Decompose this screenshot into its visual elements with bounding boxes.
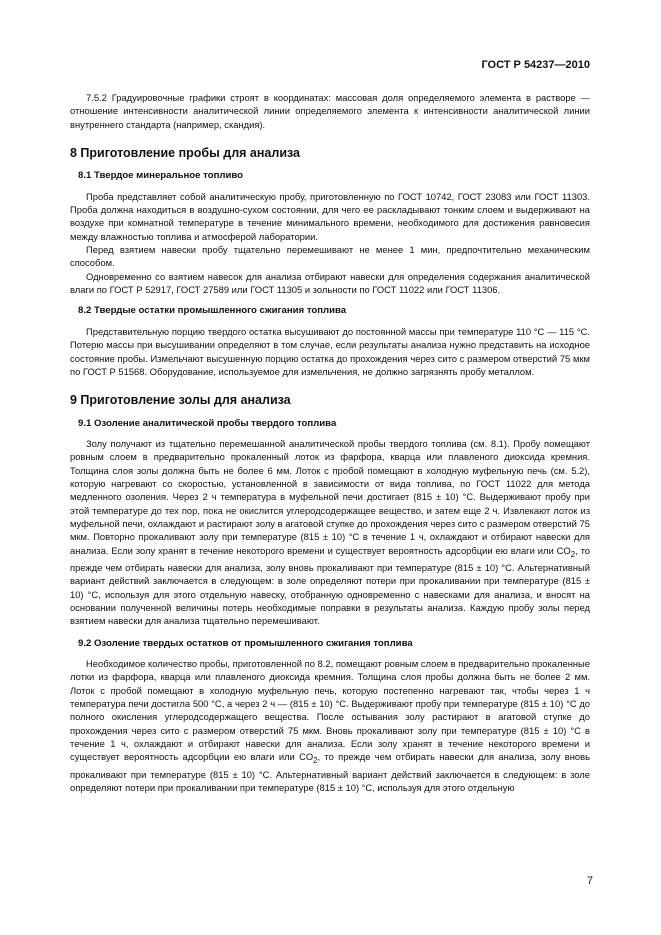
paragraph-8-1-b: Перед взятием навески пробу тщательно перемешивают не менее 1 мин, предпочтительно механическим способом. xyxy=(70,244,590,269)
paragraph-7-5-2: 7.5.2 Градуировочные графики строят в координатах: массовая доля определяемого элемента в растворе — отношение интенсивности аналитической линии определяемого элемента к интенсивности аналитической линии внутреннего стандарта (например, скандия). xyxy=(70,92,590,130)
section-9-title: 9 Приготовление золы для анализа xyxy=(70,393,291,408)
paragraph-9-2 xyxy=(70,657,590,794)
section-8-title: 8 Приготовление пробы для анализа xyxy=(70,146,301,161)
co2-subscript: 2 xyxy=(570,549,576,559)
paragraph-9-1 xyxy=(70,437,590,628)
subsection-8-2-title: 8.2 Твердые остатки промышленного сжигания топлива xyxy=(78,305,347,317)
paragraph-9-1-part-b: , то прежде чем отбирать навески для анализа, золу вновь прокаливают при температуре (815 ± 10) °С. Альтернативный вариант действий заключается в следующем: в золе определяют потери при прокаливании при температуре (815 ± 10) °С, используя для этого отдельную навеску, отобранную одновременно с навесками для анализа, и вносят на основании полученной величины потерь необходимые поправки в результаты анализа. Каждую пробу золы перед взятием навески для анализа тщательно перемешивают. xyxy=(70,544,590,627)
paragraph-8-1-c: Одновременно со взятием навесок для анализа отбирают навески для определения содержания аналитической влаги по ГОСТ Р 52917, ГОСТ 27589 или ГОСТ 11305 и зольности по ГОСТ 11022 или ГОСТ 11306. xyxy=(70,270,590,296)
paragraph-8-1-a: Проба представляет собой аналитическую пробу, приготовленную по ГОСТ 10742, ГОСТ 23083 или ГОСТ 11303. Проба должна находиться в воздушно-сухом состоянии, для чего ее раскладывают тонким слоем и выдерживают на воздухе при комнатной температуре в течение минимального времени, необходимого для достижения равновесия между влажностью топлива и атмосферой лаборатории. xyxy=(70,190,590,242)
co2-subscript: 2 xyxy=(313,756,318,766)
paragraph-9-2-part-b: , то прежде чем отбирать навески для анализа, золу вновь прокаливают при температуре (815 ± 10) °С. Альтернативный вариант действий заключается в следующем: в золе определяют потери при прокаливании при температуре (815 ± 10) °С, используя для этого отдельную xyxy=(70,751,591,793)
subsection-9-2-title: 9.2 Озоление твердых остатков от промышленного сжигания топлива xyxy=(78,637,413,649)
paragraph-8-2: Представительную порцию твердого остатка высушивают до постоянной массы при температуре 110 °С — 115 °С. Потерю массы при высушивании определяют в том случае, если результаты анализа нужно представить на исходное состояние пробы. Измельчают высушенную порцию остатка до прохождения через сито с размером отверстий 75 мкм по ГОСТ Р 51568. Оборудование, используемое для измельчения, не должно загрязнять пробу металлом. xyxy=(70,325,590,377)
page-number: 7 xyxy=(586,875,593,887)
paragraph-9-1-part-a: Золу получают из тщательно перемешанной аналитической пробы твердого топлива (см. 8.1). Пробу помещают ровным слоем в предварительно прокаленный лоток из фарфора, кварца или плавленого диоксида кремния. Толщина слоя золы должна быть не более 6 мм. Лоток с пробой помещают в холодную муфельную печь (см. 5.2), которую нагревают со скоростью, установленной в зависимости от вида топлива, по ГОСТ 11022 для метода медленного озоления. Через 2 ч температура в муфельной печи достигает (815 ± 10) °С. Выдерживают пробу при этой температуре до тех пор, пока не окислится углеродсодержащее вещество, и затем еще 2 ч. Извлекают лоток из муфельной печи, охлаждают и растирают золу в агатовой ступке до прохождения через сито с размером отверстий 75 мкм. Повторно прокаливают золу при температуре (815 ± 10) °С в течение 1 ч, охлаждают и отбирают навески для анализа. Если золу хранят в течение некоторого времени и существует вероятность адсорбции ею влаги или CO xyxy=(70,437,590,556)
page-body xyxy=(70,91,590,794)
subsection-8-1-title: 8.1 Твердое минеральное топливо xyxy=(78,170,243,182)
paragraph-9-2-part-a: Необходимое количество пробы, приготовленной по 8.2, помещают ровным слоем в предварительно прокаленные лотки из фарфора, кварца или плавленого диоксида кремния. Толщина слоя пробы должна быть не более 2 мм. Лоток с пробой помещают в холодную муфельную печь, которую постепенно нагревают так, чтобы через 1 ч температура печи достигла 500 °С, а через 2 ч — (815 ± 10) °С. Выдерживают пробу при температуре (815 ± 10) °С до полного окисления углеродсодержащего вещества. После остывания золу растирают в агатовой ступке до прохождения через сито с размером отверстий 75 мкм. Вновь прокаливают золу при температуре (815 ± 10) °С в течение 1 ч, охлаждают и отбирают навески для анализа. Если золу хранят в течение некоторого времени и существует вероятность адсорбции ею влаги или CO xyxy=(70,657,590,763)
subsection-9-1-title: 9.1 Озоление аналитической пробы твердого топлива xyxy=(78,417,337,429)
document-header: ГОСТ Р 54237—2010 xyxy=(481,59,590,71)
